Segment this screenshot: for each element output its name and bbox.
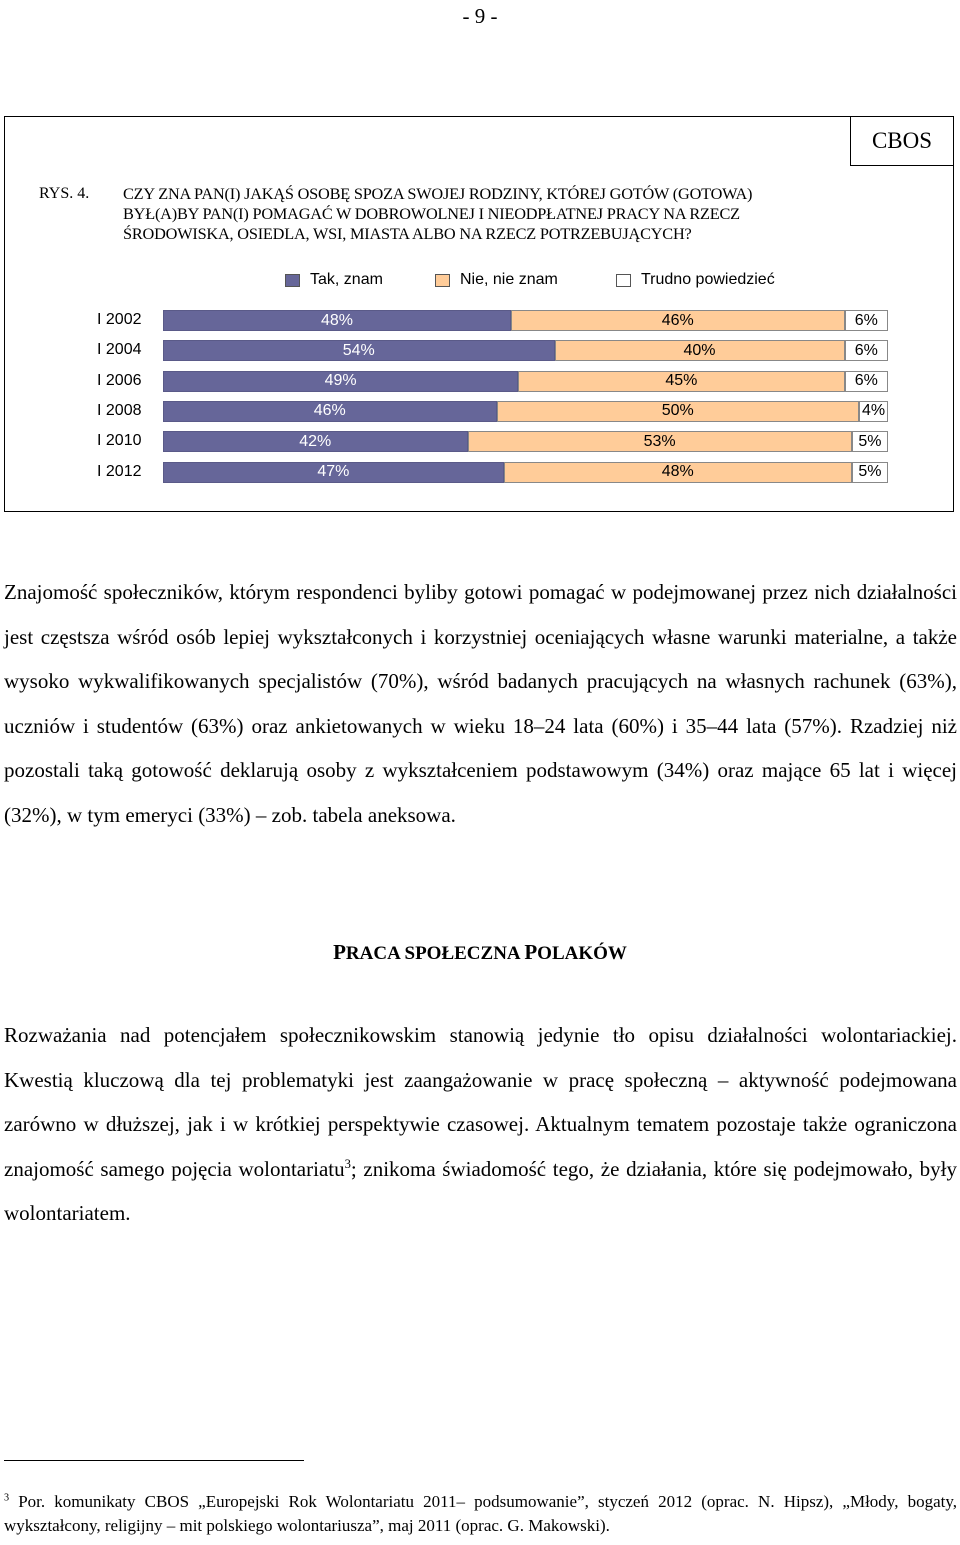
bar-segment-hard-to-say: 4% <box>859 401 888 422</box>
bar-segment-hard-to-say: 6% <box>845 371 889 392</box>
heading-initial-2: P <box>524 940 538 964</box>
category-label: I 2006 <box>97 371 142 389</box>
footnote-divider <box>4 1460 304 1461</box>
heading-initial-1: P <box>333 940 346 964</box>
legend-item-yes <box>285 271 383 289</box>
legend-swatch-yes <box>285 274 300 287</box>
bar-segment-hard-to-say: 6% <box>845 310 889 331</box>
bar-segment-no: 48% <box>504 462 852 483</box>
bar-segment-hard-to-say: 5% <box>852 462 888 483</box>
figure-box <box>4 116 954 512</box>
bar-segment-no: 53% <box>468 431 852 452</box>
category-label: I 2008 <box>97 401 142 419</box>
bar-segment-no: 50% <box>497 401 860 422</box>
heading-rest-2: OLAKÓW <box>537 943 627 964</box>
footnote <box>4 1490 957 1538</box>
page-number: - 9 - <box>462 4 498 28</box>
legend-label-no: Nie, nie znam <box>460 271 558 288</box>
paragraph-2-text-b: ; znikoma świadomość tego, że działania, które się podejmowało, były wolontariatem. <box>4 1156 957 1226</box>
figure-label: RYS. 4. <box>39 185 90 202</box>
bar-segment-yes: 47% <box>163 462 504 483</box>
survey-question: CZY ZNA PAN(I) JAKĄŚ OSOBĘ SPOZA SWOJEJ RODZINY, KTÓREJ GOTÓW (GOTOWA) BYŁ(A)BY PAN(I) POMAGAĆ W DOBROWOLNEJ I NIEODPŁATNEJ PRACY NA RZECZ ŚRODOWISKA, OSIEDLA, WSI, MIASTA ALBO NA RZECZ POTRZEBUJĄCYCH? <box>123 184 753 243</box>
paragraph-1: Znajomość społeczników, którym respondenci byliby gotowi pomagać w podejmowanej przez nich działalności jest częstsza wśród osób lepiej wykształconych i korzystniej oceniających własne warunki materialne, a także wysoko wykwalifikowanych specjalistów (70%), wśród badanych pracujących na własnych rachunek (63%), uczniów i studentów (63%) oraz ankietowanych w wieku 18–24 lata (60%) i 35–44 lata (57%). Rzadziej niż pozostali taką gotowość deklarują osoby z wykształceniem podstawowym (34%) oraz mające 65 lat i więcej (32%), w tym emeryci (33%) – zob. tabela aneksowa. <box>4 580 957 827</box>
bar-segment-yes: 46% <box>163 401 497 422</box>
bar-segment-yes: 48% <box>163 310 511 331</box>
legend-swatch-hard-to-say <box>616 274 631 287</box>
footnote-number: 3 <box>4 1492 10 1504</box>
section-heading <box>0 940 960 965</box>
legend-label-yes: Tak, znam <box>310 271 383 288</box>
legend-item-hard-to-say <box>616 271 775 289</box>
bar-segment-hard-to-say: 5% <box>852 431 888 452</box>
paragraph-2-text-a: Rozważania nad potencjałem społecznikowskim stanowią jedynie tło opisu działalności wolontariackiej. Kwestią kluczową dla tej problematyki jest zaangażowanie w pracę społeczną – aktywność podejmowana zarówno w dłuższej, jak i w krótkiej perspektywie czasowej. Aktualnym tematem pozostaje także ograniczona znajomość samego pojęcia wolontariatu <box>4 1023 957 1181</box>
bar-segment-hard-to-say: 6% <box>845 340 889 361</box>
bar-segment-no: 45% <box>518 371 844 392</box>
bar-segment-yes: 42% <box>163 431 468 452</box>
heading-rest-1: RACA SPOŁECZNA <box>345 943 525 964</box>
legend-swatch-no <box>435 274 450 287</box>
legend-item-no <box>435 271 558 289</box>
footnote-ref[interactable]: 3 <box>344 1156 351 1171</box>
legend-label-hard-to-say: Trudno powiedzieć <box>641 271 775 288</box>
paragraph-2 <box>4 1013 957 1236</box>
bar-segment-no: 40% <box>555 340 845 361</box>
category-label: I 2010 <box>97 432 142 450</box>
bar-segment-no: 46% <box>511 310 845 331</box>
footnote-text: Por. komunikaty CBOS „Europejski Rok Wolontariatu 2011– podsumowanie”, styczeń 2012 (oprac. N. Hipsz), „Młody, bogaty, wykształcony, religijny – mit polskiego wolontariusza”, maj 2011 (oprac. G. Makowski). <box>4 1492 957 1535</box>
bar-segment-yes: 49% <box>163 371 518 392</box>
source-label: CBOS <box>850 116 954 166</box>
category-label: I 2004 <box>97 341 142 359</box>
category-label: I 2002 <box>97 311 142 328</box>
category-label: I 2012 <box>97 462 142 480</box>
bar-segment-yes: 54% <box>163 340 555 361</box>
